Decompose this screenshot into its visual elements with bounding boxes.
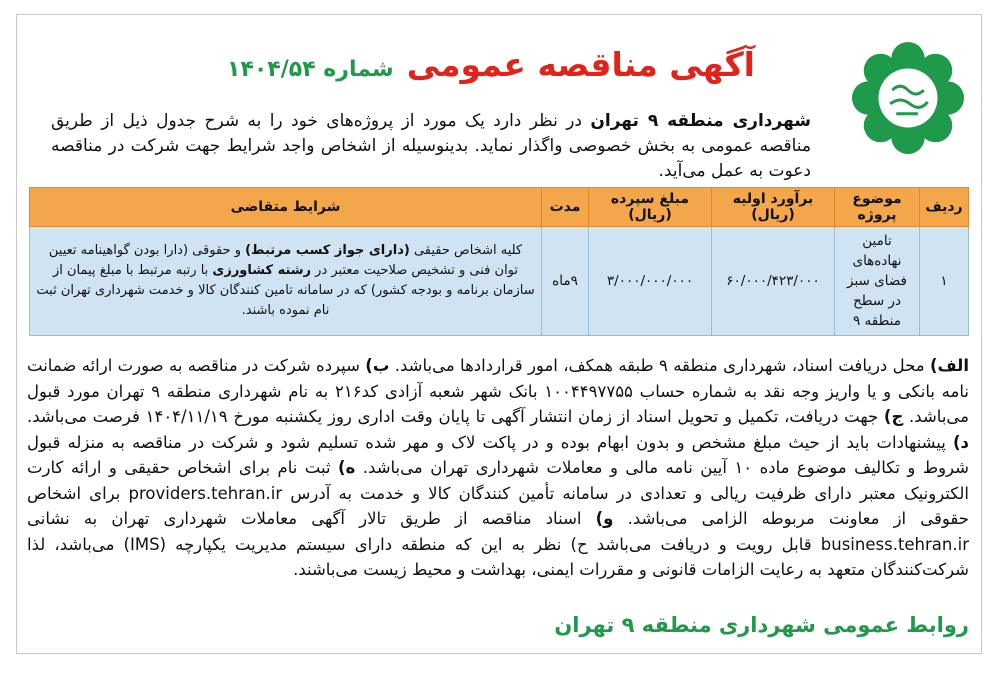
header-conditions: شرایط متقاضی [30, 188, 542, 227]
terms-paragraph [27, 353, 969, 583]
cell-duration: ۹ماه [542, 227, 589, 336]
title-main: آگهی مناقصه عمومی [406, 45, 755, 84]
term-e-text-1: ثبت نام برای اشخاص حقیقی و ارائه کارت الکترونیک معتبر دارای ظرفیت ریالی و تعدادی در سامانه تأمین کنندگان کالا و خدمت به آدرس [27, 458, 969, 503]
term-d-text: پیشنهادات باید از حیث مبلغ مشخص و بدون ابهام بوده و در پاکت لاک و مهر شده تسلیم شود و شرکت در مناقصه به منزله قبول شروط و تکالیف موضوع ماده ۱۰ آیین نامه مالی و معاملات شهرداری تهران می‌باشد. [27, 432, 969, 477]
providers-url[interactable]: providers.tehran.ir [128, 483, 283, 503]
tehran-municipality-logo-icon [849, 39, 967, 157]
term-e-text-2: برای اشخاص حقوقی از معاونت مربوطه الزامی می‌باشد. [27, 483, 969, 528]
term-b-label: ب) [365, 356, 390, 375]
term-f-text-1: اسناد مناقصه از طریق تالار آگهی معاملات شهرداری تهران به نشانی [27, 509, 596, 528]
business-url[interactable]: business.tehran.ir [820, 534, 969, 554]
term-a-text: محل دریافت اسناد، شهرداری منطقه ۹ طبقه همکف، امور قراردادها می‌باشد. [389, 356, 930, 375]
notice-title [171, 45, 811, 105]
cell-estimate: ۶۰/۰۰۰/۴۲۳/۰۰۰ [712, 227, 835, 336]
cond-part-5: با رتبه مرتبط با مبلغ پیمان از سازمان برنامه و بودجه کشور) که در سامانه تامین کنندگان کالا و خدمت شهرداری تهران ثبت نام نموده باشند. [36, 263, 535, 318]
term-d-label: د) [952, 432, 969, 452]
cell-subject: تامین نهاده‌های فضای سبز در سطح منطقه ۹ [835, 227, 920, 336]
notice-number: شماره ۱۴۰۴/۵۴ [227, 57, 394, 82]
header-estimate: برآورد اولیه (ریال) [712, 188, 835, 227]
cell-conditions [30, 227, 542, 336]
term-c-text: جهت دریافت، تکمیل و تحویل اسناد از زمان انتشار آگهی تا پایان وقت اداری روز یکشنبه مورخ ۱۴۰۴/۱۱/۱۹ فرصت می‌باشد. [27, 407, 884, 426]
term-f-text-2: قابل رویت و دریافت می‌باشد ح) نظر به این که منطقه دارای سیستم مدیریت یکپارچه (IMS) می‌باشد، لذا شرکت‌کنندگان متعهد به رعایت الزامات قانونی و مقررات ایمنی، بهداشت و محیط زیست می‌باشند. [27, 534, 969, 579]
table-row [30, 227, 969, 336]
tender-table [29, 187, 969, 336]
term-c-label: ج) [883, 407, 904, 426]
header-row-number: ردیف [920, 188, 969, 227]
cond-part-2: (دارای جواز کسب مرتبط) [245, 243, 410, 258]
tender-notice [16, 14, 982, 654]
term-e-label: ه) [338, 458, 356, 477]
term-a-label: الف) [929, 356, 969, 375]
header-subject: موضوع پروژه [835, 188, 920, 227]
intro-paragraph [51, 109, 811, 184]
header-deposit: مبلغ سپرده (ریال) [589, 188, 712, 227]
table-header-row [30, 188, 969, 227]
cell-deposit: ۳/۰۰۰/۰۰۰/۰۰۰ [589, 227, 712, 336]
term-f-label: و) [595, 509, 614, 528]
cond-part-4: رشته کشاورزی [212, 263, 312, 278]
cond-part-1: کلیه اشخاص حقیقی [409, 243, 523, 258]
cond-part-3: و حقوقی (دارا بودن گواهینامه تعیین توان فنی و تشخیص صلاحیت معتبر در [48, 243, 519, 278]
footer-signature: روابط عمومی شهرداری منطقه ۹ تهران [554, 613, 969, 637]
org-name: شهرداری منطقه ۹ تهران [590, 111, 812, 131]
intro-text: در نظر دارد یک مورد از پروژه‌های خود را به شرح جدول ذیل از طریق مناقصه عمومی به بخش خصوصی واگذار نماید. بدینوسیله از اشخاص واجد شرایط جهت شرکت در مناقصه دعوت به عمل می‌آید. [51, 111, 811, 181]
term-b-text: سپرده شرکت در مناقصه به صورت ارائه ضمانت نامه بانکی و یا واریز وجه نقد به شماره حساب ۱۰۰۴۴۹۷۷۵۵ بانک شهر شعبه آزادی کد۲۱۶ به نام شهرداری منطقه ۹ تهران مورد قبول می‌باشد. [27, 356, 970, 426]
header-duration: مدت [542, 188, 589, 227]
cell-row-number: ۱ [920, 227, 969, 336]
